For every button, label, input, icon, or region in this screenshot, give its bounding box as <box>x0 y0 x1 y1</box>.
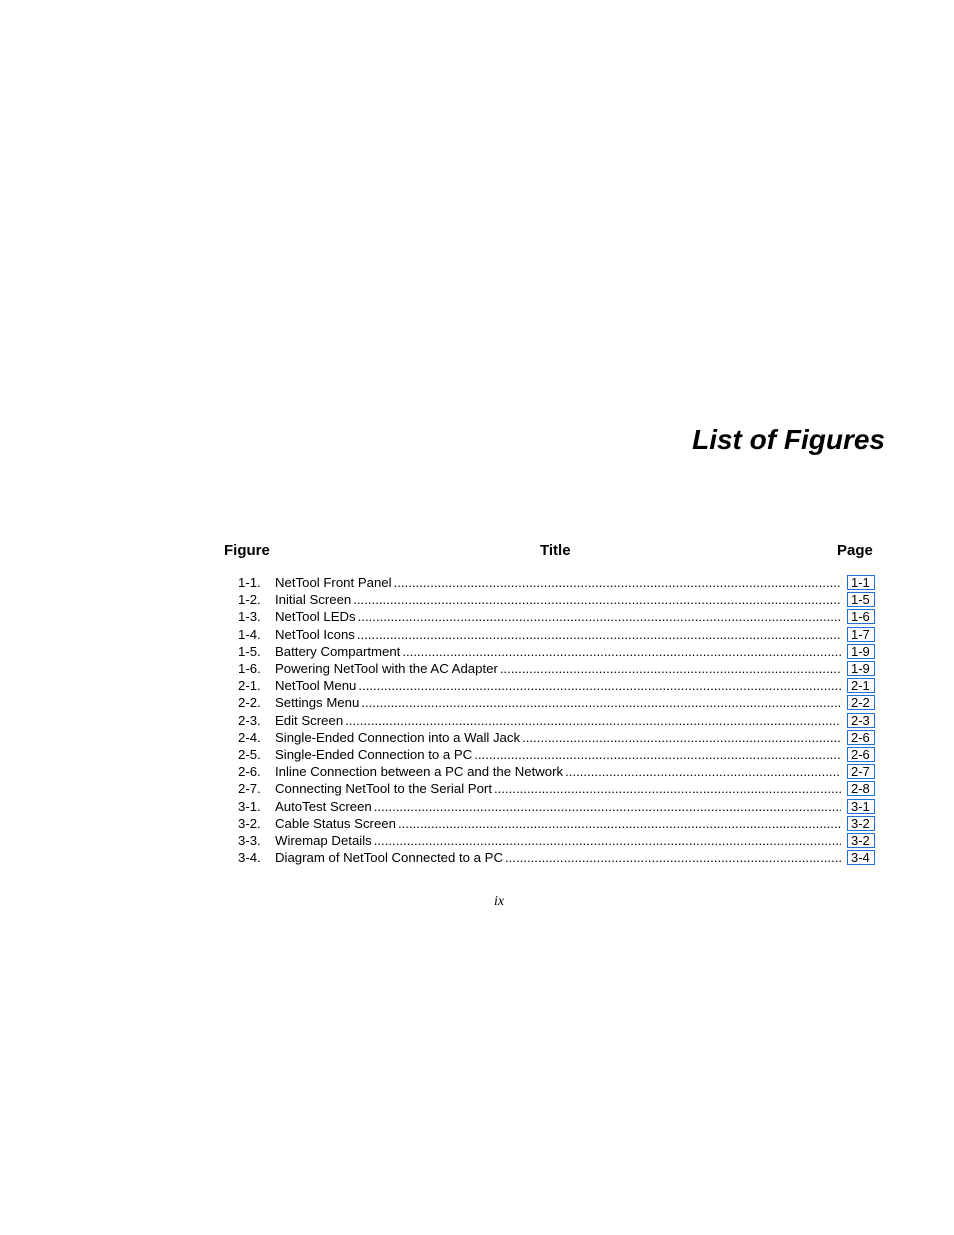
figure-title <box>275 694 841 711</box>
dot-leader <box>358 677 841 694</box>
page-link[interactable]: 2-6 <box>847 747 875 762</box>
figure-title <box>275 763 841 780</box>
toc-row <box>238 574 875 591</box>
toc-row <box>238 712 875 729</box>
figure-title <box>275 815 841 832</box>
dot-leader <box>374 798 841 815</box>
toc-row <box>238 849 875 866</box>
figure-title <box>275 643 841 660</box>
dot-leader <box>402 643 841 660</box>
toc-row <box>238 643 875 660</box>
figure-title-text: Cable Status Screen <box>275 815 396 831</box>
page-link[interactable]: 1-6 <box>847 609 875 624</box>
dot-leader <box>474 746 841 763</box>
page-link[interactable]: 2-7 <box>847 764 875 779</box>
figure-number: 1-1. <box>238 575 261 591</box>
figure-number: 1-3. <box>238 609 261 625</box>
figure-title <box>275 832 841 849</box>
figure-number: 2-3. <box>238 712 261 728</box>
toc-row <box>238 763 875 780</box>
figure-number: 2-6. <box>238 764 261 780</box>
figure-title <box>275 729 841 746</box>
figure-title-text: Powering NetTool with the AC Adapter <box>275 661 498 677</box>
dot-leader <box>358 608 841 625</box>
figure-title-text: Diagram of NetTool Connected to a PC <box>275 850 503 866</box>
figure-title <box>275 574 841 591</box>
figure-number: 1-2. <box>238 592 261 608</box>
figure-number: 1-4. <box>238 626 261 642</box>
toc-row <box>238 694 875 711</box>
figure-title <box>275 660 841 677</box>
page-link[interactable]: 2-3 <box>847 713 875 728</box>
figure-title-text: NetTool Icons <box>275 626 355 642</box>
figure-title <box>275 746 841 763</box>
column-header-page: Page <box>837 542 873 559</box>
column-header-figure: Figure <box>224 542 270 559</box>
toc-row <box>238 746 875 763</box>
dot-leader <box>505 849 841 866</box>
figure-title-text: Connecting NetTool to the Serial Port <box>275 781 492 797</box>
toc-row <box>238 797 875 814</box>
page-link[interactable]: 2-6 <box>847 730 875 745</box>
figure-title <box>275 591 841 608</box>
page-link[interactable]: 3-2 <box>847 833 875 848</box>
figure-title <box>275 677 841 694</box>
toc-row <box>238 608 875 625</box>
toc-row <box>238 660 875 677</box>
figure-number: 2-7. <box>238 781 261 797</box>
figure-number: 1-6. <box>238 661 261 677</box>
figure-title <box>275 626 841 643</box>
page-link[interactable]: 2-1 <box>847 678 875 693</box>
dot-leader <box>394 574 841 591</box>
page-link[interactable]: 1-7 <box>847 627 875 642</box>
dot-leader <box>361 694 841 711</box>
figure-title-text: Edit Screen <box>275 712 344 728</box>
toc-row <box>238 780 875 797</box>
page-link[interactable]: 3-2 <box>847 816 875 831</box>
page-link[interactable]: 1-9 <box>847 661 875 676</box>
figure-title-text: Settings Menu <box>275 695 360 711</box>
dot-leader <box>353 591 841 608</box>
figure-title-text: NetTool Menu <box>275 678 357 694</box>
column-header-title: Title <box>540 542 571 559</box>
figure-title-text: NetTool LEDs <box>275 609 356 625</box>
dot-leader <box>345 712 841 729</box>
figure-title-text: AutoTest Screen <box>275 798 372 814</box>
figure-number: 2-4. <box>238 729 261 745</box>
figure-title-text: Single-Ended Connection into a Wall Jack <box>275 729 521 745</box>
figure-title-text: Initial Screen <box>275 592 352 608</box>
dot-leader <box>500 660 841 677</box>
figure-title <box>275 849 841 866</box>
dot-leader <box>522 729 841 746</box>
page-link[interactable]: 2-8 <box>847 781 875 796</box>
figure-title <box>275 780 841 797</box>
page-folio: ix <box>494 894 505 909</box>
page-link[interactable]: 1-1 <box>847 575 875 590</box>
figure-title <box>275 712 841 729</box>
figure-list <box>238 574 875 866</box>
toc-row <box>238 815 875 832</box>
figure-number: 1-5. <box>238 643 261 659</box>
figure-title-text: Single-Ended Connection to a PC <box>275 746 473 762</box>
figure-number: 2-1. <box>238 678 261 694</box>
dot-leader <box>565 763 841 780</box>
page-link[interactable]: 2-2 <box>847 695 875 710</box>
figure-title <box>275 608 841 625</box>
toc-row <box>238 677 875 694</box>
figure-number: 3-4. <box>238 850 261 866</box>
dot-leader <box>494 780 841 797</box>
toc-row <box>238 729 875 746</box>
figure-title-text: Wiremap Details <box>275 832 372 848</box>
page-link[interactable]: 3-1 <box>847 799 875 814</box>
figure-title-text: NetTool Front Panel <box>275 575 392 591</box>
page-title: List of Figures <box>692 424 885 455</box>
figure-title-text: Inline Connection between a PC and the Network <box>275 764 564 780</box>
figure-number: 3-3. <box>238 832 261 848</box>
toc-row <box>238 626 875 643</box>
toc-row <box>238 591 875 608</box>
toc-row <box>238 832 875 849</box>
figure-number: 2-2. <box>238 695 261 711</box>
figure-title <box>275 798 841 815</box>
figure-number: 2-5. <box>238 746 261 762</box>
figure-title-text: Battery Compartment <box>275 643 401 659</box>
page-link[interactable]: 1-5 <box>847 592 875 607</box>
dot-leader <box>398 815 841 832</box>
dot-leader <box>374 832 841 849</box>
figure-number: 3-1. <box>238 798 261 814</box>
figure-number: 3-2. <box>238 815 261 831</box>
dot-leader <box>357 626 841 643</box>
page-link[interactable]: 3-4 <box>847 850 875 865</box>
page-link[interactable]: 1-9 <box>847 644 875 659</box>
